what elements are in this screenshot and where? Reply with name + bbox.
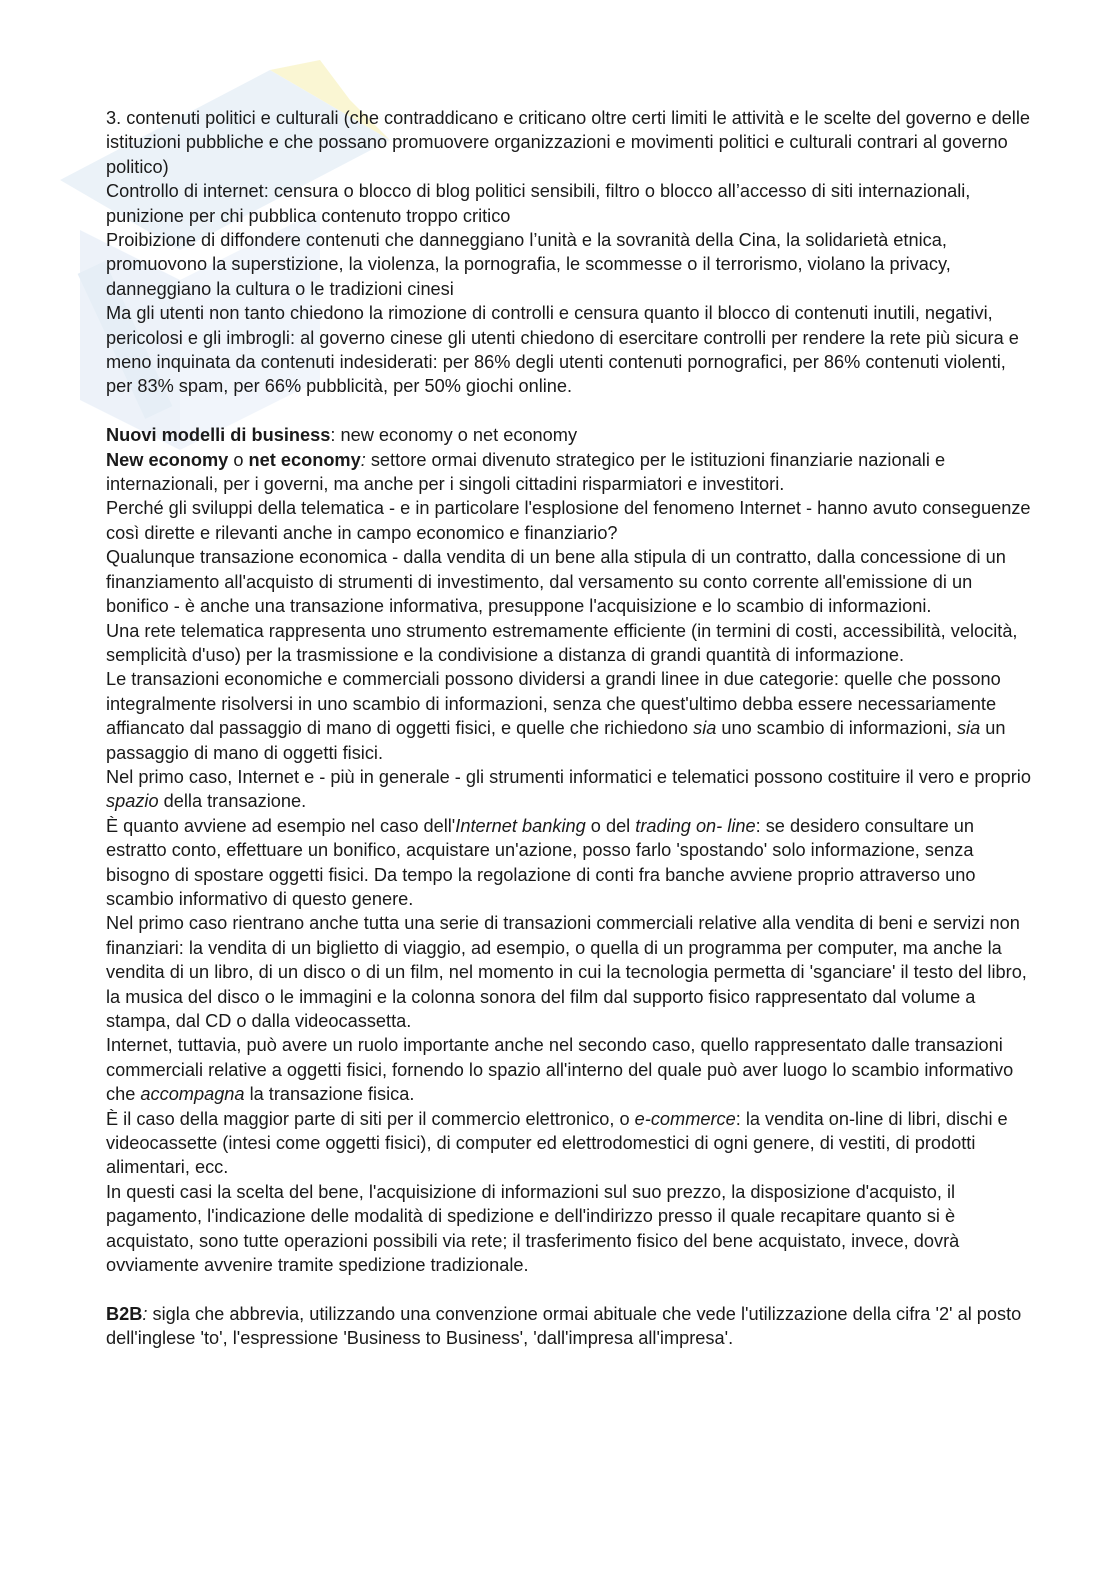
italic-text: sia (693, 718, 717, 739)
italic-text: Internet banking (455, 815, 586, 836)
inline-text: È il caso della maggior parte di siti per il commercio elettronico, o (106, 1108, 635, 1129)
paragraph (106, 1033, 1036, 1106)
inline-text: Le transazioni economiche e commerciali possono dividersi a grandi linee in due categorie: quelle che possono integralmente risolversi in uno scambio di informazioni, senza che quest'ultimo debba essere necessariamente affiancato dal passaggio di mano di oggetti fisici, e quelle che richiedono (106, 669, 1001, 739)
paragraph: Qualunque transazione economica - dalla vendita di un bene alla stipula di un contratto, dalla concessione di un finanziamento all'acquisto di strumenti di investimento, dal versamento su conto corrente all'emissione di un bonifico - è anche una transazione informativa, presuppone l'acquisizione e lo scambio di informazioni. (106, 547, 1006, 617)
paragraph-gap (106, 1277, 1036, 1301)
paragraph: Controllo di internet: censura o blocco di blog politici sensibili, filtro o blocco all’accesso di siti internazionali, punizione per chi pubblica contenuto troppo critico (106, 181, 971, 226)
inline-text: sigla che abbrevia, utilizzando una convenzione ormai abituale che vede l'utilizzazione della cifra '2' al posto dell'inglese 'to', l'espressione 'Business to Business', 'dall'impresa all'impresa'. (106, 1303, 1022, 1349)
italic-text: : (142, 1303, 148, 1324)
italic-text: spazio (106, 791, 159, 812)
inline-text: la transazione fisica. (244, 1084, 415, 1105)
bold-term: B2B (106, 1303, 143, 1324)
paragraph (106, 1107, 1036, 1180)
inline-text: della transazione. (158, 791, 307, 812)
inline-text: : new economy o net economy (330, 425, 578, 446)
inline-text: Internet, tuttavia, può avere un ruolo importante anche nel secondo caso, quello rappresentato dalle transazioni commerciali relative a oggetti fisici, fornendo lo spazio all'interno del quale può aver luogo lo scambio informativo che (106, 1035, 1014, 1105)
paragraph-gap (106, 399, 1036, 423)
inline-text: uno scambio di informazioni, (716, 718, 957, 739)
paragraph (106, 814, 1036, 912)
inline-text: o (228, 449, 249, 470)
paragraph: 3. contenuti politici e culturali (che contraddicano e criticano oltre certi limiti le attività e le scelte del governo e delle istituzioni pubbliche e che possano promuovere organizzazioni e movimenti politici e culturali contrari al governo politico) (106, 108, 1030, 177)
document-body (106, 106, 1036, 1351)
bold-term: net economy (248, 449, 361, 470)
inline-text: Nel primo caso, Internet e - più in generale - gli strumenti informatici e telematici possono costituire il vero e proprio (106, 766, 1031, 787)
italic-text: trading on- line (635, 815, 756, 836)
italic-text: sia (956, 718, 981, 739)
paragraph (106, 1302, 1036, 1351)
bold-term: Nuovi modelli di business (106, 425, 331, 446)
inline-text: : la vendita on-line di libri, dischi e videocassette (intesi come oggetti fisici), di computer ed elettrodomestici di ogni genere, di vestiti, di prodotti alimentari, ecc. (106, 1108, 1008, 1178)
inline-text: : se desidero consultare un estratto conto, effettuare un bonifico, acquistare un'azione, posso farlo 'spostando' solo informazione, senza bisogno di spostare oggetti fisici. Da tempo la regolazione di conti fra banche avviene proprio attraverso uno scambio informativo di questo genere. (106, 815, 976, 909)
bold-term: New economy (106, 449, 229, 470)
paragraph: In questi casi la scelta del bene, l'acquisizione di informazioni sul suo prezzo, la disposizione d'acquisto, il pagamento, l'indicazione delle modalità di spedizione e dell'indirizzo presso il quale recapitare quanto si è acquistato, sono tutte operazioni possibili via rete; il trasferimento fisico del bene acquistato, invece, dovrà ovviamente avvenire tramite spedizione tradizionale. (106, 1181, 960, 1276)
paragraph: Proibizione di diffondere contenuti che danneggiano l’unità e la sovranità della Cina, la solidarietà etnica, promuovono la superstizione, la violenza, la pornografia, le scommesse o il terrorismo, violano la privacy, danneggiano la cultura o le tradizioni cinesi (106, 230, 951, 299)
italic-text: : (360, 449, 366, 470)
inline-text: settore ormai divenuto strategico per le istituzioni finanziarie nazionali e internazionali, per i governi, ma anche per i singoli cittadini risparmiatori e investitori. (106, 449, 946, 495)
paragraph: Una rete telematica rappresenta uno strumento estremamente efficiente (in termini di costi, accessibilità, velocità, semplicità d'uso) per la trasmissione e la condivisione a distanza di grandi quantità di informazione. (106, 620, 1018, 665)
paragraph: Ma gli utenti non tanto chiedono la rimozione di controlli e censura quanto il blocco di contenuti inutili, negativi, pericolosi e gli imbrogli: al governo cinese gli utenti chiedono di esercitare controlli per rendere la rete più sicura e meno inquinata da contenuti indesiderati: per 86% degli utenti contenuti pornografici, per 86% contenuti violenti, per 83% spam, per 66% pubblicità, per 50% giochi online. (106, 303, 1019, 397)
inline-text: un passaggio di mano di oggetti fisici. (106, 718, 1006, 763)
italic-text: accompagna (140, 1084, 245, 1105)
paragraph (106, 448, 1036, 497)
paragraph (106, 765, 1036, 814)
inline-text: o del (585, 815, 636, 836)
paragraph: Perché gli sviluppi della telematica - e in particolare l'esplosione del fenomeno Internet - hanno avuto conseguenze così dirette e rilevanti anche in campo economico e finanziario? (106, 498, 1031, 543)
paragraph: Nel primo caso rientrano anche tutta una serie di transazioni commerciali relative alla vendita di beni e servizi non finanziari: la vendita di un biglietto di viaggio, ad esempio, o quella di un programma per computer, ma anche la vendita di un libro, di un disco o di un film, nel momento in cui la tecnologia permetta di 'sganciare' il testo del libro, la musica del disco o le immagini e la colonna sonora del film dal supporto fisico rappresentato dal volume a stampa, dal CD o dalla videocassetta. (106, 913, 1027, 1032)
paragraph (106, 667, 1036, 765)
paragraph-heading (106, 423, 1036, 447)
italic-text: e-commerce (634, 1108, 736, 1129)
inline-text: È quanto avviene ad esempio nel caso dell' (106, 815, 456, 836)
